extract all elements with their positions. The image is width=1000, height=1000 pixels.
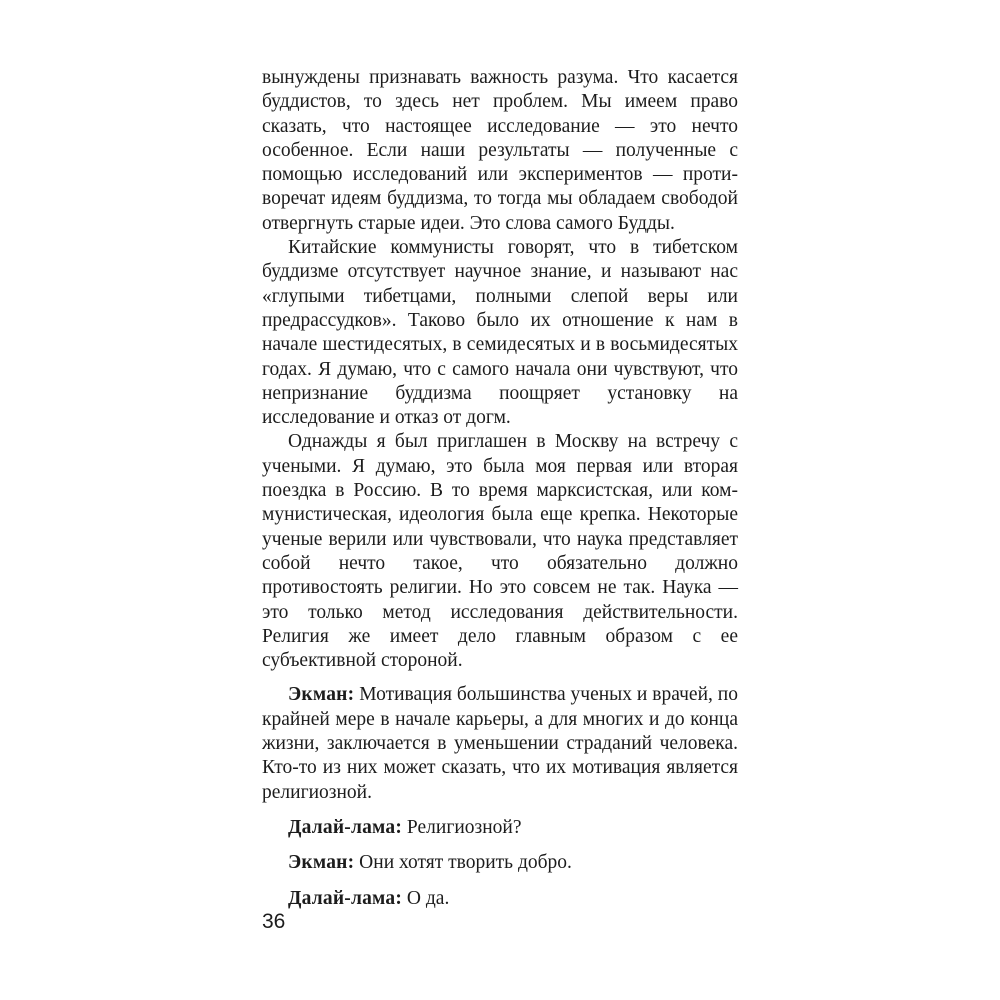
main-text: [262, 66, 738, 911]
page-body: [262, 66, 738, 922]
dialogue-text: Они хотят творить добро.: [359, 852, 572, 874]
speaker-name: Далай-лама:: [288, 887, 403, 909]
speaker-name: Экман:: [288, 684, 355, 706]
speaker-name: Экман:: [288, 852, 355, 874]
paragraph-1: вынуждены признавать важность разума. Что касается буддистов, то здесь нет проблем. Мы имеем право сказать, что настоящее исследование — это нечто особенное. Если наши результаты — полученные с помощью исследований или экспериментов — противоречат идеям буддизма, то тогда мы обладаем свободой отвергнуть старые идеи. Это слова самого Будды.: [262, 67, 738, 234]
dialogue-turn-3: [262, 851, 738, 875]
dialogue-turn-4: [262, 887, 738, 911]
dialogue: [262, 683, 738, 910]
page-number: 36: [262, 910, 286, 933]
dialogue-turn-2: [262, 816, 738, 840]
dialogue-text: О да.: [406, 887, 450, 909]
dialogue-text: Религиозной?: [406, 816, 522, 838]
speaker-name: Далай-лама:: [288, 816, 403, 838]
paragraph-2: Китайские коммунисты говорят, что в тибетском буддизме отсутствует научное знание, и называют нас «глупыми тибетцами, полными слепой веры или предрассудков». Таково было их отношение к нам в начале шестидесятых, в семидесятых и в восьмидесятых годах. Я думаю, что с самого начала они чувствуют, что непризнание буддизма поощряет установку на исследование и отказ от догм.: [262, 237, 738, 429]
dialogue-text: Мотивация большинства ученых и врачей, по крайней мере в начале карьеры, а для многих и до конца жизни, заключается в уменьшении страданий человека. Кто-то из них может сказать, что их мотивация является религиозной.: [262, 684, 738, 803]
dialogue-turn-1: [262, 683, 738, 804]
paragraph-3: Однажды я был приглашен в Москву на встречу с учеными. Я думаю, это была моя первая или вторая поездка в Россию. В то время марксистская, или коммунистическая, идеология была еще крепка. Некоторые ученые верили или чувствовали, что наука представляет собой нечто такое, что обязательно должно противостоять религии. Но это совсем не так. Наука — это только метод исследования действительности. Религия же имеет дело главным образом с ее субъективной стороной.: [262, 431, 738, 672]
